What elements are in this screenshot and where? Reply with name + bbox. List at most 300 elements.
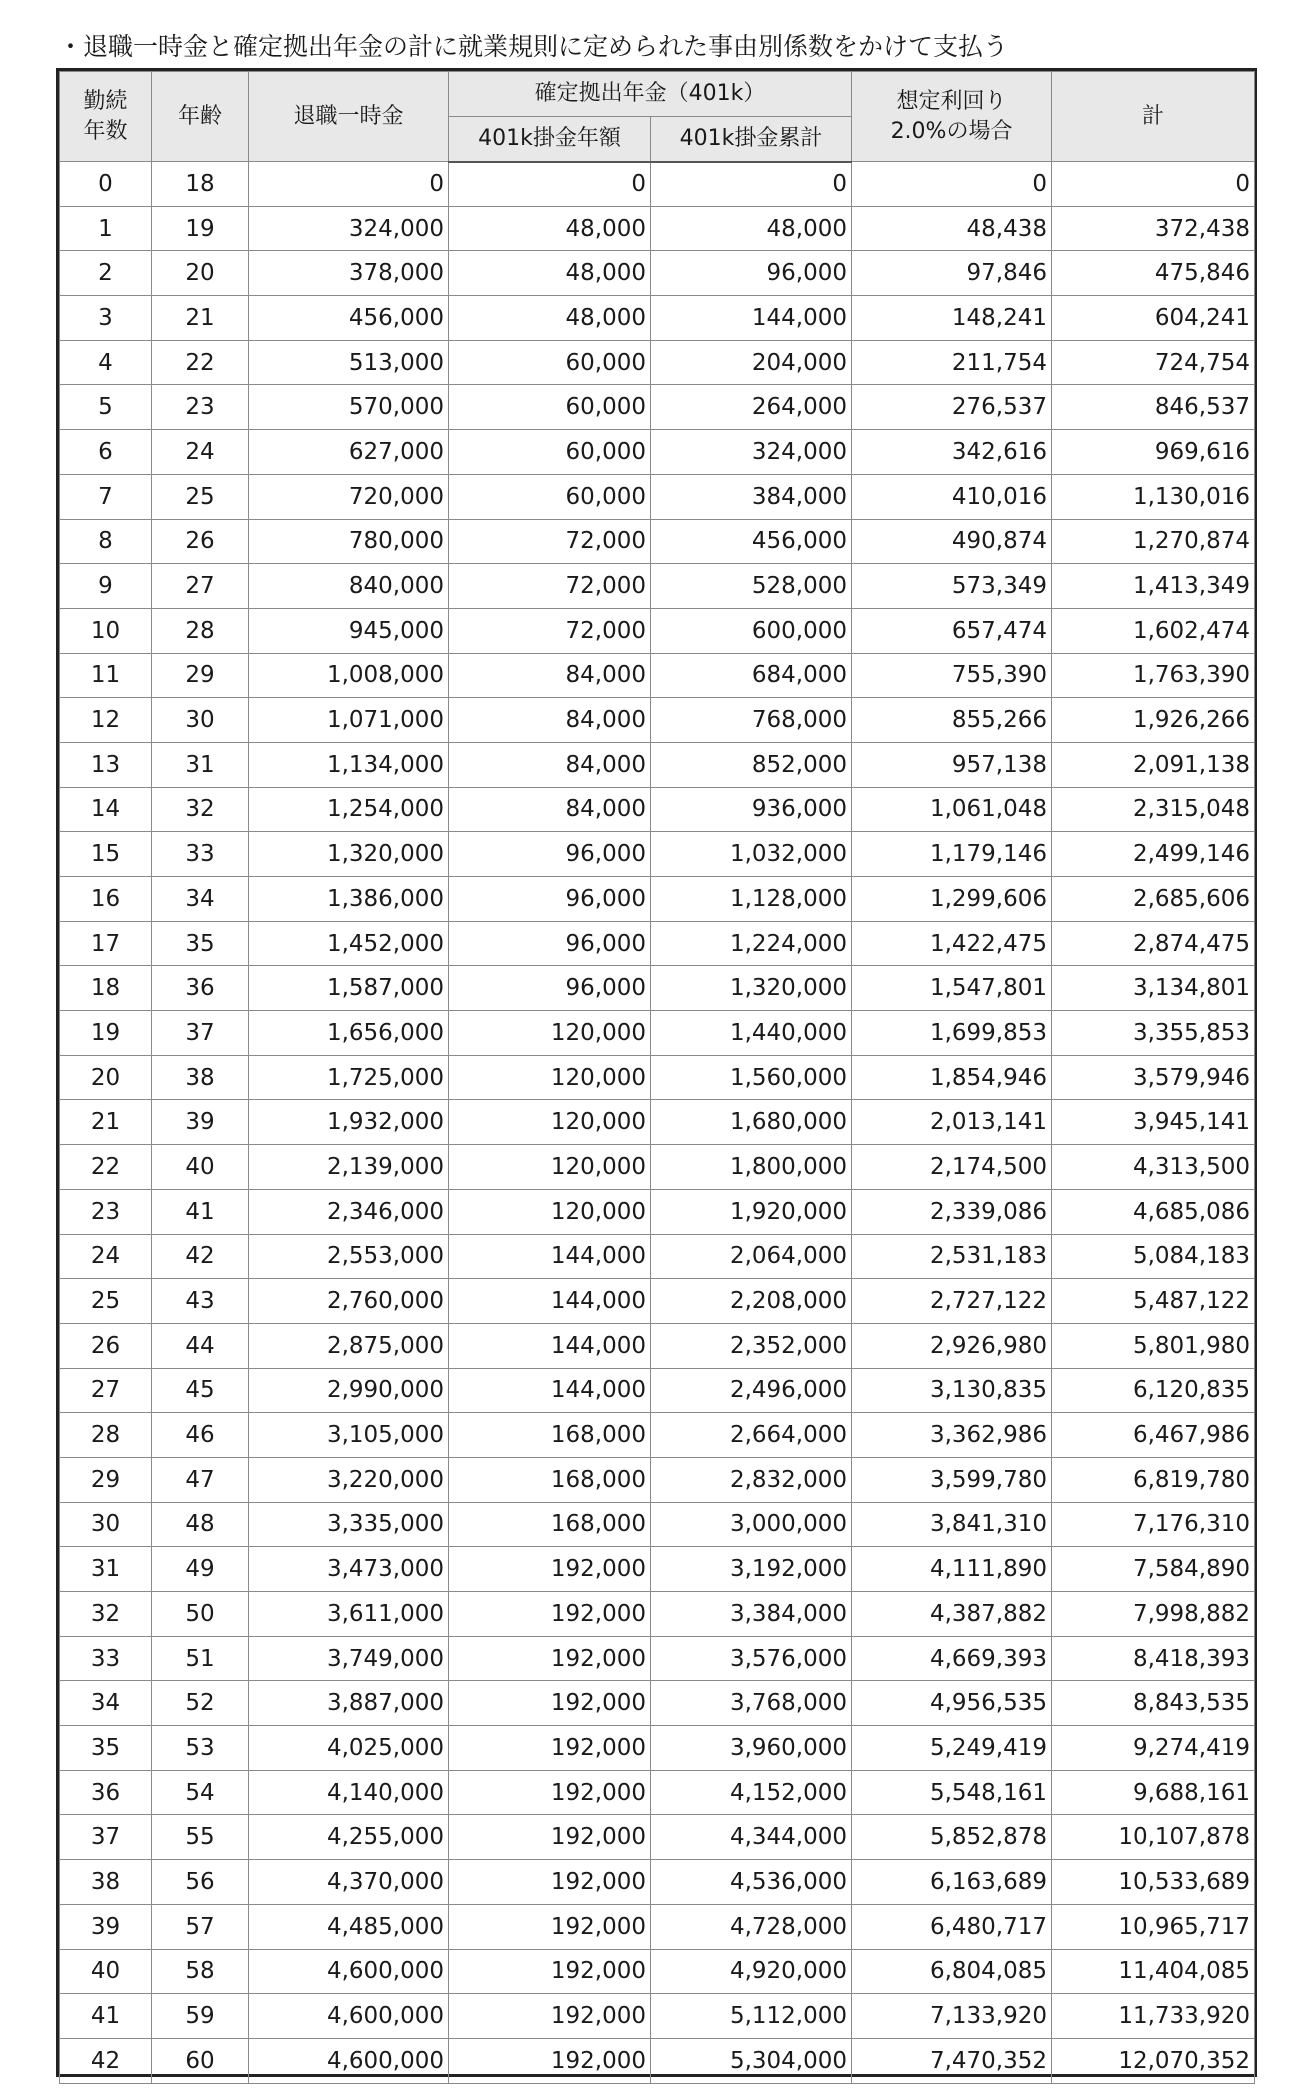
years-cell: 2 (60, 251, 152, 296)
years-cell: 3 (60, 296, 152, 341)
cumulative-cell: 96,000 (651, 251, 852, 296)
retirement-table (59, 71, 1255, 2084)
years-cell: 23 (60, 1189, 152, 1234)
total-cell: 7,998,882 (1052, 1592, 1255, 1637)
cumulative-cell: 3,576,000 (651, 1636, 852, 1681)
cumulative-cell: 456,000 (651, 519, 852, 564)
lump-sum-cell: 1,134,000 (249, 742, 449, 787)
total-cell: 5,801,980 (1052, 1323, 1255, 1368)
total-cell: 11,733,920 (1052, 1994, 1255, 2039)
cumulative-cell: 684,000 (651, 653, 852, 698)
table-row (60, 1815, 1255, 1860)
years-cell: 38 (60, 1860, 152, 1905)
header-annual-contribution: 401k掛金年額 (449, 117, 651, 162)
lump-sum-cell: 2,990,000 (249, 1368, 449, 1413)
lump-sum-cell: 1,587,000 (249, 966, 449, 1011)
table-row (60, 206, 1255, 251)
age-cell: 53 (152, 1726, 249, 1771)
cumulative-cell: 4,536,000 (651, 1860, 852, 1905)
age-cell: 25 (152, 474, 249, 519)
lump-sum-cell: 780,000 (249, 519, 449, 564)
table-row (60, 1055, 1255, 1100)
assumed-return-cell: 97,846 (852, 251, 1052, 296)
assumed-return-cell: 2,013,141 (852, 1100, 1052, 1145)
header-assumed-return (852, 72, 1052, 162)
table-row (60, 698, 1255, 743)
total-cell: 9,688,161 (1052, 1770, 1255, 1815)
age-cell: 36 (152, 966, 249, 1011)
assumed-return-cell: 48,438 (852, 206, 1052, 251)
annual-cell: 144,000 (449, 1368, 651, 1413)
annual-cell: 72,000 (449, 608, 651, 653)
table-row (60, 2038, 1255, 2083)
cumulative-cell: 1,440,000 (651, 1011, 852, 1056)
table-row (60, 1592, 1255, 1637)
annual-cell: 192,000 (449, 2038, 651, 2083)
years-cell: 40 (60, 1949, 152, 1994)
annual-cell: 72,000 (449, 564, 651, 609)
annual-cell: 192,000 (449, 1904, 651, 1949)
table-row (60, 1636, 1255, 1681)
assumed-return-cell: 1,854,946 (852, 1055, 1052, 1100)
age-cell: 43 (152, 1279, 249, 1324)
age-cell: 30 (152, 698, 249, 743)
annual-cell: 60,000 (449, 430, 651, 475)
cumulative-cell: 2,664,000 (651, 1413, 852, 1458)
assumed-return-cell: 6,804,085 (852, 1949, 1052, 1994)
assumed-return-cell: 1,422,475 (852, 921, 1052, 966)
lump-sum-cell: 456,000 (249, 296, 449, 341)
years-cell: 21 (60, 1100, 152, 1145)
table-row (60, 966, 1255, 1011)
cumulative-cell: 5,112,000 (651, 1994, 852, 2039)
cumulative-cell: 2,496,000 (651, 1368, 852, 1413)
total-cell: 2,091,138 (1052, 742, 1255, 787)
years-cell: 37 (60, 1815, 152, 1860)
years-cell: 13 (60, 742, 152, 787)
assumed-return-cell: 957,138 (852, 742, 1052, 787)
table-row (60, 1949, 1255, 1994)
years-cell: 4 (60, 340, 152, 385)
table-row (60, 519, 1255, 564)
table-row (60, 877, 1255, 922)
total-cell: 12,070,352 (1052, 2038, 1255, 2083)
total-cell: 2,499,146 (1052, 832, 1255, 877)
lump-sum-cell: 3,749,000 (249, 1636, 449, 1681)
table-row (60, 1011, 1255, 1056)
cumulative-cell: 528,000 (651, 564, 852, 609)
years-cell: 25 (60, 1279, 152, 1324)
header-assumed-return-line2: 2.0%の場合 (890, 118, 1013, 144)
total-cell: 0 (1052, 162, 1255, 207)
table-row (60, 1502, 1255, 1547)
table-row (60, 1770, 1255, 1815)
annual-cell: 192,000 (449, 1636, 651, 1681)
assumed-return-cell: 7,133,920 (852, 1994, 1052, 2039)
table-row (60, 564, 1255, 609)
cumulative-cell: 0 (651, 162, 852, 207)
cumulative-cell: 4,152,000 (651, 1770, 852, 1815)
lump-sum-cell: 1,725,000 (249, 1055, 449, 1100)
lump-sum-cell: 4,600,000 (249, 1994, 449, 2039)
total-cell: 2,874,475 (1052, 921, 1255, 966)
lump-sum-cell: 4,485,000 (249, 1904, 449, 1949)
age-cell: 56 (152, 1860, 249, 1905)
cumulative-cell: 1,224,000 (651, 921, 852, 966)
assumed-return-cell: 490,874 (852, 519, 1052, 564)
table-row (60, 1145, 1255, 1190)
lump-sum-cell: 3,335,000 (249, 1502, 449, 1547)
lump-sum-cell: 3,105,000 (249, 1413, 449, 1458)
cumulative-cell: 4,728,000 (651, 1904, 852, 1949)
table-row (60, 1323, 1255, 1368)
assumed-return-cell: 276,537 (852, 385, 1052, 430)
cumulative-cell: 2,352,000 (651, 1323, 852, 1368)
table-row (60, 1457, 1255, 1502)
table-row (60, 1860, 1255, 1905)
lump-sum-cell: 2,139,000 (249, 1145, 449, 1190)
total-cell: 10,107,878 (1052, 1815, 1255, 1860)
assumed-return-cell: 3,599,780 (852, 1457, 1052, 1502)
assumed-return-cell: 4,669,393 (852, 1636, 1052, 1681)
assumed-return-cell: 5,249,419 (852, 1726, 1052, 1771)
table-row (60, 787, 1255, 832)
annual-cell: 144,000 (449, 1234, 651, 1279)
age-cell: 27 (152, 564, 249, 609)
lump-sum-cell: 1,320,000 (249, 832, 449, 877)
table-row (60, 1994, 1255, 2039)
assumed-return-cell: 2,926,980 (852, 1323, 1052, 1368)
years-cell: 11 (60, 653, 152, 698)
total-cell: 10,533,689 (1052, 1860, 1255, 1905)
header-total: 計 (1052, 72, 1255, 162)
cumulative-cell: 5,304,000 (651, 2038, 852, 2083)
annual-cell: 120,000 (449, 1011, 651, 1056)
cumulative-cell: 3,192,000 (651, 1547, 852, 1592)
annual-cell: 120,000 (449, 1189, 651, 1234)
total-cell: 6,819,780 (1052, 1457, 1255, 1502)
lump-sum-cell: 840,000 (249, 564, 449, 609)
lump-sum-cell: 720,000 (249, 474, 449, 519)
cumulative-cell: 1,800,000 (651, 1145, 852, 1190)
age-cell: 24 (152, 430, 249, 475)
total-cell: 475,846 (1052, 251, 1255, 296)
assumed-return-cell: 2,727,122 (852, 1279, 1052, 1324)
annual-cell: 84,000 (449, 787, 651, 832)
total-cell: 9,274,419 (1052, 1726, 1255, 1771)
years-cell: 9 (60, 564, 152, 609)
total-cell: 2,685,606 (1052, 877, 1255, 922)
cumulative-cell: 144,000 (651, 296, 852, 341)
lump-sum-cell: 3,220,000 (249, 1457, 449, 1502)
age-cell: 38 (152, 1055, 249, 1100)
table-row (60, 832, 1255, 877)
assumed-return-cell: 410,016 (852, 474, 1052, 519)
years-cell: 17 (60, 921, 152, 966)
years-cell: 33 (60, 1636, 152, 1681)
total-cell: 3,945,141 (1052, 1100, 1255, 1145)
annual-cell: 192,000 (449, 1770, 651, 1815)
lump-sum-cell: 1,008,000 (249, 653, 449, 698)
lump-sum-cell: 1,071,000 (249, 698, 449, 743)
annual-cell: 48,000 (449, 251, 651, 296)
annual-cell: 60,000 (449, 474, 651, 519)
lump-sum-cell: 1,656,000 (249, 1011, 449, 1056)
years-cell: 5 (60, 385, 152, 430)
lump-sum-cell: 4,600,000 (249, 2038, 449, 2083)
annual-cell: 192,000 (449, 1547, 651, 1592)
assumed-return-cell: 1,547,801 (852, 966, 1052, 1011)
lump-sum-cell: 3,473,000 (249, 1547, 449, 1592)
age-cell: 23 (152, 385, 249, 430)
age-cell: 45 (152, 1368, 249, 1413)
assumed-return-cell: 1,179,146 (852, 832, 1052, 877)
cumulative-cell: 768,000 (651, 698, 852, 743)
assumed-return-cell: 4,111,890 (852, 1547, 1052, 1592)
years-cell: 6 (60, 430, 152, 475)
assumed-return-cell: 2,531,183 (852, 1234, 1052, 1279)
assumed-return-cell: 3,841,310 (852, 1502, 1052, 1547)
annual-cell: 168,000 (449, 1502, 651, 1547)
total-cell: 5,084,183 (1052, 1234, 1255, 1279)
assumed-return-cell: 755,390 (852, 653, 1052, 698)
cumulative-cell: 3,000,000 (651, 1502, 852, 1547)
annual-cell: 144,000 (449, 1279, 651, 1324)
age-cell: 37 (152, 1011, 249, 1056)
age-cell: 46 (152, 1413, 249, 1458)
lump-sum-cell: 378,000 (249, 251, 449, 296)
years-cell: 26 (60, 1323, 152, 1368)
years-cell: 8 (60, 519, 152, 564)
lump-sum-cell: 3,887,000 (249, 1681, 449, 1726)
age-cell: 22 (152, 340, 249, 385)
annual-cell: 48,000 (449, 296, 651, 341)
assumed-return-cell: 0 (852, 162, 1052, 207)
years-cell: 14 (60, 787, 152, 832)
annual-cell: 84,000 (449, 742, 651, 787)
table-row (60, 1279, 1255, 1324)
years-cell: 35 (60, 1726, 152, 1771)
years-cell: 15 (60, 832, 152, 877)
years-cell: 39 (60, 1904, 152, 1949)
total-cell: 1,763,390 (1052, 653, 1255, 698)
cumulative-cell: 204,000 (651, 340, 852, 385)
assumed-return-cell: 1,699,853 (852, 1011, 1052, 1056)
lump-sum-cell: 2,875,000 (249, 1323, 449, 1368)
annual-cell: 84,000 (449, 698, 651, 743)
years-cell: 27 (60, 1368, 152, 1413)
lump-sum-cell: 2,553,000 (249, 1234, 449, 1279)
table-row (60, 742, 1255, 787)
cumulative-cell: 264,000 (651, 385, 852, 430)
cumulative-cell: 384,000 (651, 474, 852, 519)
lump-sum-cell: 324,000 (249, 206, 449, 251)
years-cell: 0 (60, 162, 152, 207)
years-cell: 34 (60, 1681, 152, 1726)
table-row (60, 1726, 1255, 1771)
age-cell: 18 (152, 162, 249, 207)
years-cell: 12 (60, 698, 152, 743)
lump-sum-cell: 1,254,000 (249, 787, 449, 832)
age-cell: 40 (152, 1145, 249, 1190)
header-lump-sum: 退職一時金 (249, 72, 449, 162)
age-cell: 35 (152, 921, 249, 966)
assumed-return-cell: 657,474 (852, 608, 1052, 653)
assumed-return-cell: 148,241 (852, 296, 1052, 341)
age-cell: 50 (152, 1592, 249, 1637)
age-cell: 44 (152, 1323, 249, 1368)
lump-sum-cell: 2,760,000 (249, 1279, 449, 1324)
lump-sum-cell: 513,000 (249, 340, 449, 385)
total-cell: 3,355,853 (1052, 1011, 1255, 1056)
retirement-table-frame (56, 68, 1257, 2077)
assumed-return-cell: 5,852,878 (852, 1815, 1052, 1860)
header-age: 年齢 (152, 72, 249, 162)
years-cell: 1 (60, 206, 152, 251)
annual-cell: 168,000 (449, 1413, 651, 1458)
lump-sum-cell: 4,600,000 (249, 1949, 449, 1994)
annual-cell: 84,000 (449, 653, 651, 698)
annual-cell: 60,000 (449, 385, 651, 430)
years-cell: 7 (60, 474, 152, 519)
annual-cell: 60,000 (449, 340, 651, 385)
cumulative-cell: 3,384,000 (651, 1592, 852, 1637)
assumed-return-cell: 855,266 (852, 698, 1052, 743)
years-cell: 24 (60, 1234, 152, 1279)
age-cell: 54 (152, 1770, 249, 1815)
assumed-return-cell: 4,387,882 (852, 1592, 1052, 1637)
years-cell: 16 (60, 877, 152, 922)
annual-cell: 48,000 (449, 206, 651, 251)
cumulative-cell: 2,208,000 (651, 1279, 852, 1324)
annual-cell: 120,000 (449, 1145, 651, 1190)
age-cell: 21 (152, 296, 249, 341)
cumulative-cell: 4,344,000 (651, 1815, 852, 1860)
lump-sum-cell: 3,611,000 (249, 1592, 449, 1637)
total-cell: 4,313,500 (1052, 1145, 1255, 1190)
header-assumed-return-line1: 想定利回り (896, 88, 1007, 114)
age-cell: 52 (152, 1681, 249, 1726)
table-row (60, 1189, 1255, 1234)
cumulative-cell: 600,000 (651, 608, 852, 653)
lump-sum-cell: 1,932,000 (249, 1100, 449, 1145)
age-cell: 59 (152, 1994, 249, 2039)
years-cell: 36 (60, 1770, 152, 1815)
age-cell: 26 (152, 519, 249, 564)
age-cell: 20 (152, 251, 249, 296)
total-cell: 1,602,474 (1052, 608, 1255, 653)
total-cell: 969,616 (1052, 430, 1255, 475)
total-cell: 6,467,986 (1052, 1413, 1255, 1458)
annual-cell: 192,000 (449, 1994, 651, 2039)
cumulative-cell: 48,000 (651, 206, 852, 251)
total-cell: 8,418,393 (1052, 1636, 1255, 1681)
annual-cell: 120,000 (449, 1100, 651, 1145)
total-cell: 1,413,349 (1052, 564, 1255, 609)
years-cell: 32 (60, 1592, 152, 1637)
age-cell: 41 (152, 1189, 249, 1234)
table-row (60, 162, 1255, 207)
cumulative-cell: 1,320,000 (651, 966, 852, 1011)
years-cell: 29 (60, 1457, 152, 1502)
age-cell: 49 (152, 1547, 249, 1592)
total-cell: 2,315,048 (1052, 787, 1255, 832)
assumed-return-cell: 342,616 (852, 430, 1052, 475)
header-years: 勤続 年数 (60, 72, 152, 162)
age-cell: 28 (152, 608, 249, 653)
table-row (60, 340, 1255, 385)
total-cell: 7,584,890 (1052, 1547, 1255, 1592)
table-row (60, 653, 1255, 698)
annual-cell: 144,000 (449, 1323, 651, 1368)
years-cell: 10 (60, 608, 152, 653)
age-cell: 29 (152, 653, 249, 698)
table-row (60, 1904, 1255, 1949)
total-cell: 4,685,086 (1052, 1189, 1255, 1234)
years-cell: 28 (60, 1413, 152, 1458)
lump-sum-cell: 570,000 (249, 385, 449, 430)
assumed-return-cell: 573,349 (852, 564, 1052, 609)
age-cell: 51 (152, 1636, 249, 1681)
lump-sum-cell: 1,386,000 (249, 877, 449, 922)
total-cell: 604,241 (1052, 296, 1255, 341)
table-row (60, 385, 1255, 430)
total-cell: 372,438 (1052, 206, 1255, 251)
total-cell: 1,270,874 (1052, 519, 1255, 564)
age-cell: 42 (152, 1234, 249, 1279)
years-cell: 31 (60, 1547, 152, 1592)
page-title: ・退職一時金と確定拠出年金の計に就業規則に定められた事由別係数をかけて支払う (58, 32, 1009, 61)
lump-sum-cell: 4,140,000 (249, 1770, 449, 1815)
total-cell: 11,404,085 (1052, 1949, 1255, 1994)
annual-cell: 96,000 (449, 832, 651, 877)
table-row (60, 1547, 1255, 1592)
cumulative-cell: 2,064,000 (651, 1234, 852, 1279)
assumed-return-cell: 4,956,535 (852, 1681, 1052, 1726)
annual-cell: 192,000 (449, 1592, 651, 1637)
table-body (60, 162, 1255, 2084)
annual-cell: 72,000 (449, 519, 651, 564)
total-cell: 7,176,310 (1052, 1502, 1255, 1547)
lump-sum-cell: 4,025,000 (249, 1726, 449, 1771)
cumulative-cell: 4,920,000 (651, 1949, 852, 1994)
table-row (60, 251, 1255, 296)
total-cell: 724,754 (1052, 340, 1255, 385)
lump-sum-cell: 4,370,000 (249, 1860, 449, 1905)
table-row (60, 1681, 1255, 1726)
table-row (60, 608, 1255, 653)
table-row (60, 921, 1255, 966)
assumed-return-cell: 6,163,689 (852, 1860, 1052, 1905)
age-cell: 55 (152, 1815, 249, 1860)
annual-cell: 192,000 (449, 1726, 651, 1771)
years-cell: 18 (60, 966, 152, 1011)
total-cell: 846,537 (1052, 385, 1255, 430)
annual-cell: 192,000 (449, 1681, 651, 1726)
total-cell: 5,487,122 (1052, 1279, 1255, 1324)
assumed-return-cell: 5,548,161 (852, 1770, 1052, 1815)
lump-sum-cell: 1,452,000 (249, 921, 449, 966)
cumulative-cell: 3,768,000 (651, 1681, 852, 1726)
annual-cell: 96,000 (449, 877, 651, 922)
table-row (60, 1413, 1255, 1458)
assumed-return-cell: 6,480,717 (852, 1904, 1052, 1949)
years-cell: 20 (60, 1055, 152, 1100)
total-cell: 8,843,535 (1052, 1681, 1255, 1726)
age-cell: 58 (152, 1949, 249, 1994)
assumed-return-cell: 2,339,086 (852, 1189, 1052, 1234)
annual-cell: 96,000 (449, 921, 651, 966)
